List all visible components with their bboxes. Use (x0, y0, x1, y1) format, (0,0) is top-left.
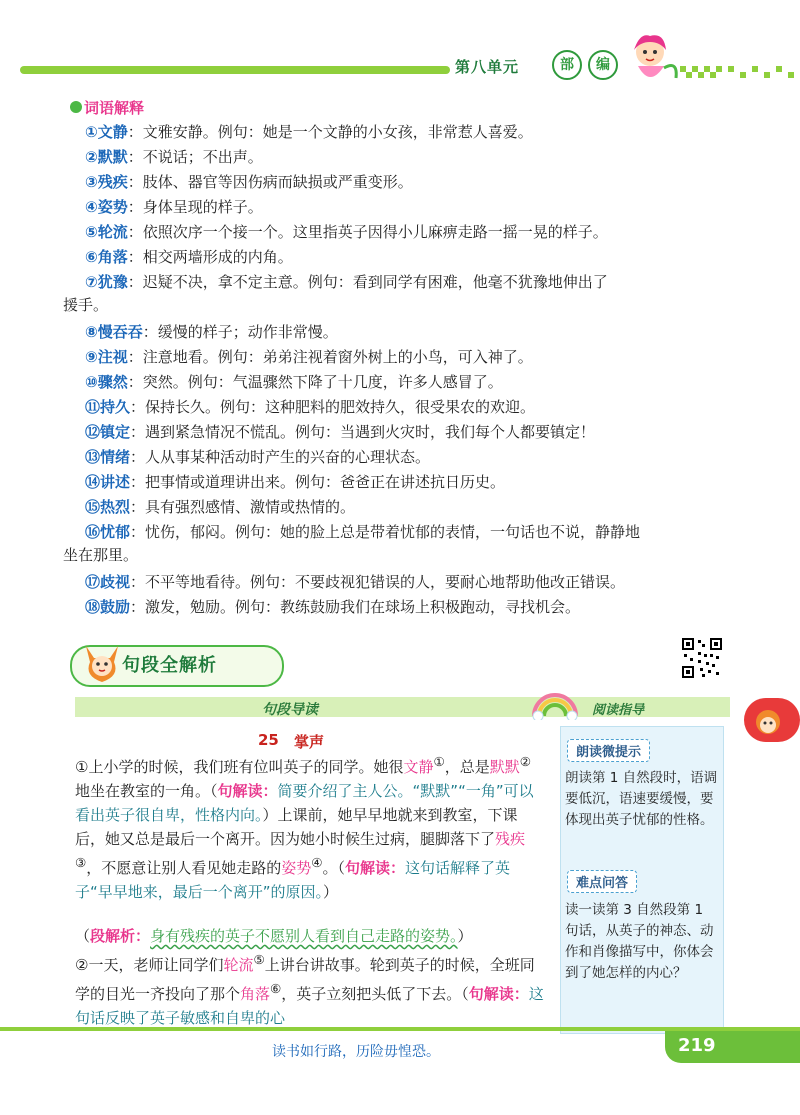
vocab-entry (85, 471, 735, 494)
entry-definition: ：遇到紧急情况不慌乱。例句：当遇到火灾时，我们每个人都要镇定！ (130, 423, 596, 441)
vocab-entry (85, 121, 735, 144)
entry-term: 姿势 (97, 198, 128, 216)
entry-number: ⑮ (85, 498, 101, 516)
entry-term: 歧视 (100, 573, 131, 591)
vocab-entry (85, 446, 735, 469)
vocab-entry (85, 396, 735, 419)
edition-badge-bian: 编 (588, 50, 618, 80)
page-number: 219 (678, 1035, 716, 1056)
keyword: 角落 (240, 985, 271, 1003)
entry-term: 骤然 (97, 373, 128, 391)
entry-number: ① (85, 123, 98, 141)
entry-definition: ：忧伤，郁闷。例句：她的脸上总是带着忧郁的表情，一句话也不说，静静地 (130, 523, 641, 541)
text: ，不愿意让别人看见她走路的 (86, 859, 282, 877)
paragraph-2 (75, 948, 545, 1030)
entry-definition: ：缓慢的样子；动作非常慢。 (142, 323, 338, 341)
text: 地坐在教室的一角。（ (75, 782, 218, 800)
entry-definition: ：突然。例句：气温骤然下降了十几度，许多人感冒了。 (127, 373, 503, 391)
entry-number: ⑨ (85, 348, 98, 366)
keyword: 文静 (403, 758, 434, 776)
reading-tip-tag: 朗读微提示 (567, 739, 650, 762)
text: ） (323, 883, 339, 901)
keyword: 残疾 (495, 830, 526, 848)
vocab-entry (85, 196, 735, 219)
entry-number: ⑩ (85, 373, 98, 391)
section-title: 句段全解析 (122, 655, 217, 676)
bullet-dot-icon (70, 101, 82, 113)
footnote-mark: ⑥ (270, 981, 282, 996)
sentence-annotation-label: 句解读： (344, 859, 405, 877)
entry-term: 角落 (97, 248, 128, 266)
entry-term: 鼓励 (100, 598, 131, 616)
header-checker-pattern (680, 62, 800, 78)
entry-term: 默默 (97, 148, 128, 166)
footnote-mark: ⑤ (253, 952, 265, 967)
segment-analysis (75, 924, 545, 948)
entry-term: 文静 (97, 123, 128, 141)
entry-term: 镇定 (100, 423, 131, 441)
keyword: 默默 (489, 758, 520, 776)
entry-number: ⑥ (85, 248, 98, 266)
entry-number: ⑱ (85, 598, 101, 616)
entry-definition: ：相交两墙形成的内角。 (127, 248, 293, 266)
sentence-annotation: 这句话反映了英子敏感和自卑的心 (75, 985, 544, 1027)
vocab-entry (85, 596, 735, 619)
footnote-mark: ① (433, 754, 445, 769)
entry-term: 情绪 (100, 448, 131, 466)
guide-right-label: 阅读指导 (592, 703, 645, 718)
entry-definition: ：不说话；不出声。 (127, 148, 263, 166)
entry-definition: ：肢体、器官等因伤病而缺损或严重变形。 (127, 173, 413, 191)
lesson-title: 掌声 (294, 733, 325, 751)
text: ，英子立刻把头低了下去。（ (281, 985, 469, 1003)
sentence-annotation-label: 句解读： (217, 782, 278, 800)
text: ②一天，老师让同学们 (75, 956, 224, 974)
entry-number: ③ (85, 173, 98, 191)
footer-motto: 读书如行路，历险毋惶恐。 (272, 1044, 440, 1060)
rainbow-icon (530, 690, 580, 720)
text: ①上小学的时候，我们班有位叫英子的同学。她很 (75, 758, 404, 776)
vocab-title: 词语解释 (84, 99, 145, 117)
entry-continuation: 援手。 (63, 296, 109, 314)
reading-tip-text: 朗读第 1 自然段时，语调要低沉，语速要缓慢，要体现出英子忧郁的性格。 (565, 770, 718, 828)
entry-term: 忧郁 (100, 523, 131, 541)
sentence-annotation-label: 句解读： (468, 985, 529, 1003)
fairy-mascot-icon (620, 30, 680, 90)
entry-definition: ：保持长久。例句：这种肥料的肥效持久，很受果农的欢迎。 (130, 398, 536, 416)
vocab-entry (85, 146, 735, 169)
keyword: 轮流 (223, 956, 254, 974)
entry-definition: ：激发，勉励。例句：教练鼓励我们在球场上积极跑动，寻找机会。 (130, 598, 581, 616)
vocab-entry (85, 221, 735, 244)
entry-definition: ：文雅安静。例句：她是一个文静的小女孩，非常惹人喜爱。 (127, 123, 533, 141)
entry-number: ② (85, 148, 98, 166)
entry-definition: ：迟疑不决，拿不定主意。例句：看到同学有困难，他毫不犹豫地伸出了 (127, 273, 608, 291)
entry-definition: ：人从事某种活动时产生的兴奋的心理状态。 (130, 448, 431, 466)
entry-term: 慢吞吞 (97, 323, 143, 341)
text: ） (457, 927, 473, 945)
entry-number: ④ (85, 198, 98, 216)
entry-definition: ：不平等地看待。例句：不要歧视犯错误的人，要耐心地帮助他改正错误。 (130, 573, 626, 591)
entry-definition: ：依照次序一个接一个。这里指英子因得小儿麻痹走路一摇一晃的样子。 (127, 223, 608, 241)
segment-label: 段解析： (90, 927, 151, 945)
entry-definition: ：注意地看。例句：弟弟注视着窗外树上的小鸟，可入神了。 (127, 348, 533, 366)
vocab-entry (85, 496, 735, 519)
footnote-mark: ③ (75, 855, 87, 870)
vocab-entry (85, 346, 735, 369)
footnote-mark: ④ (311, 855, 323, 870)
vocab-entry (63, 521, 735, 567)
keyword: 姿势 (281, 859, 312, 877)
text: 。（ (322, 859, 345, 877)
entry-number: ⑪ (85, 398, 101, 416)
unit-label: 第八单元 (455, 58, 520, 76)
entry-number: ⑦ (85, 273, 98, 291)
fox-tab-icon (734, 698, 800, 742)
text: ）上课前，她早早地就来到教室，下课后，她又总是最后一个离开。因为她小时候生过病，腿脚落下了 (75, 806, 518, 848)
difficulty-qa-tag: 难点问答 (567, 870, 637, 893)
difficulty-qa-text: 读一读第 3 自然段第 1 句话，从英子的神态、动作和肖像描写中，你体会到了她怎样的内心？ (565, 902, 714, 981)
entry-definition: ：身体呈现的样子。 (127, 198, 263, 216)
sentence-annotation: 这句话解释了英子“早早地来，最后一个离开”的原因。 (75, 859, 511, 901)
header-stripe (20, 66, 450, 74)
entry-definition: ：把事情或道理讲出来。例句：爸爸正在讲述抗日历史。 (130, 473, 506, 491)
entry-number: ⑤ (85, 223, 98, 241)
entry-definition: ：具有强烈感情、激情或热情的。 (130, 498, 356, 516)
footnote-mark: ② (519, 754, 531, 769)
entry-term: 犹豫 (97, 273, 128, 291)
qr-code-icon[interactable] (680, 636, 724, 680)
entry-number: ⑰ (85, 573, 101, 591)
entry-term: 残疾 (97, 173, 128, 191)
vocab-entry (85, 371, 735, 394)
lesson-number: 25 (258, 731, 279, 749)
entry-number: ⑭ (85, 473, 101, 491)
entry-number: ⑧ (85, 323, 98, 341)
paragraph-1 (75, 750, 545, 904)
sentence-annotation: 简要介绍了主人公。“默默”“一角”可以看出英子很自卑，性格内向。 (75, 782, 534, 824)
entry-number: ⑬ (85, 448, 101, 466)
entry-term: 注视 (97, 348, 128, 366)
entry-term: 持久 (100, 398, 131, 416)
entry-number: ⑯ (85, 523, 101, 541)
vocab-entry (85, 571, 735, 594)
entry-term: 热烈 (100, 498, 131, 516)
entry-term: 轮流 (97, 223, 128, 241)
vocab-entry (85, 421, 735, 444)
fox-mascot-icon (80, 636, 124, 688)
text: ，总是 (444, 758, 490, 776)
entry-number: ⑫ (85, 423, 101, 441)
edition-badge-bu: 部 (552, 50, 582, 80)
text: 上讲台讲故事。轮到英子的时候，全班同学的目光一齐投向了那个 (75, 956, 535, 1003)
segment-text: 身有残疾的英子不愿别人看到自己走路的姿势。 (150, 927, 458, 945)
entry-continuation: 坐在那里。 (63, 546, 139, 564)
text: （ (75, 927, 91, 945)
guide-left-label: 句段导读 (262, 702, 318, 718)
vocab-entry (85, 246, 735, 269)
vocab-entry (85, 171, 735, 194)
entry-term: 讲述 (100, 473, 131, 491)
vocab-entry (63, 271, 735, 317)
vocab-entry (85, 321, 735, 344)
